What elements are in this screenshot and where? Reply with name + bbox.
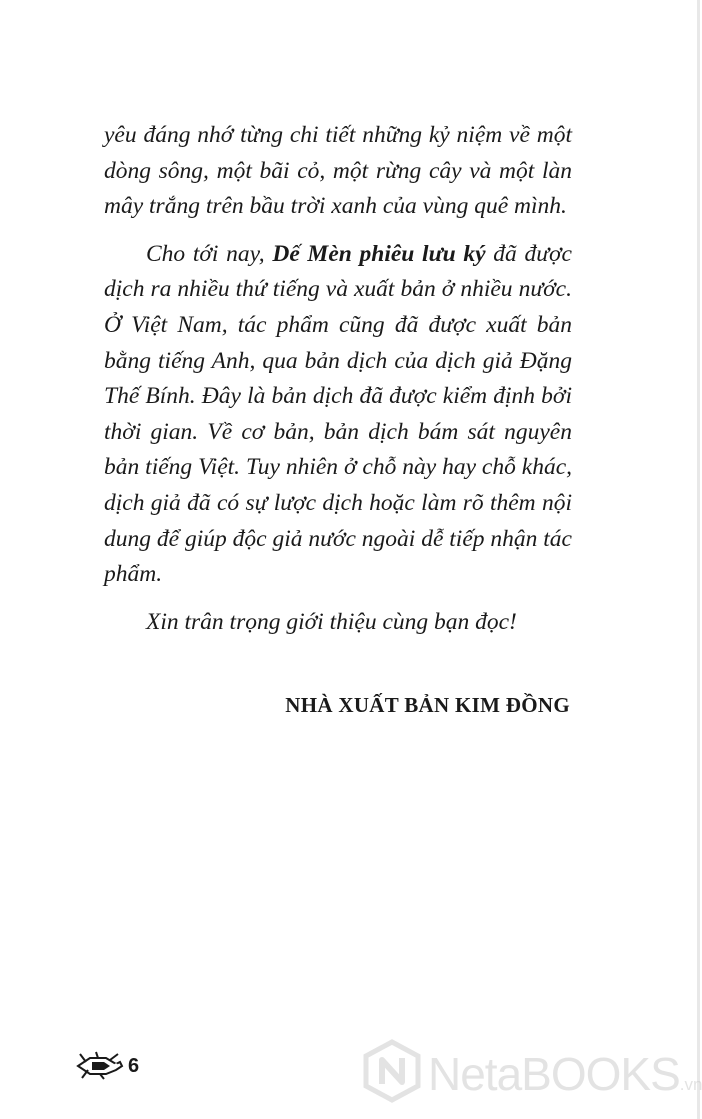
page-edge (697, 0, 700, 1119)
page-number: 6 (128, 1054, 140, 1077)
watermark (364, 1040, 702, 1107)
watermark-text (428, 1047, 702, 1101)
paragraph-1: yêu đáng nhớ từng chi tiết những kỷ niệm về một dòng sông, một bãi cỏ, một rừng cây và một làn mây trắng trên bầu trời xanh của vùng quê mình. (104, 122, 572, 220)
paragraph-2-rest: đã được dịch ra nhiều thứ tiếng và xuất bản ở nhiều nước. Ở Việt Nam, tác phẩm cũng đã được xuất bản bằng tiếng Anh, qua bản dịch của dịch giả Đặng Thế Bính. Đây là bản dịch đã được kiểm định bởi thời gian. Về cơ bản, bản dịch bám sát nguyên bản tiếng Việt. Tuy nhiên ở chỗ này hay chỗ khác, dịch giả đã có sự lược dịch hoặc làm rõ thêm nội dung để giúp độc giả nước ngoài dễ tiếp nhận tác phẩm. (104, 240, 572, 588)
watermark-name: NetaBOOKS (428, 1047, 680, 1100)
paragraph-2-lead: Cho tới nay, (146, 240, 273, 267)
book-title: Dế Mèn phiêu lưu ký (272, 240, 486, 267)
netabooks-logo-icon (364, 1040, 420, 1107)
folio (76, 1052, 139, 1080)
cricket-icon (76, 1052, 124, 1080)
watermark-suffix: .vn (679, 1074, 702, 1094)
paragraph-2 (104, 237, 572, 593)
publisher-signature: NHÀ XUẤT BẢN KIM ĐỒNG (285, 693, 570, 717)
body-text (104, 118, 572, 640)
closing-line: Xin trân trọng giới thiệu cùng bạn đọc! (146, 608, 517, 635)
